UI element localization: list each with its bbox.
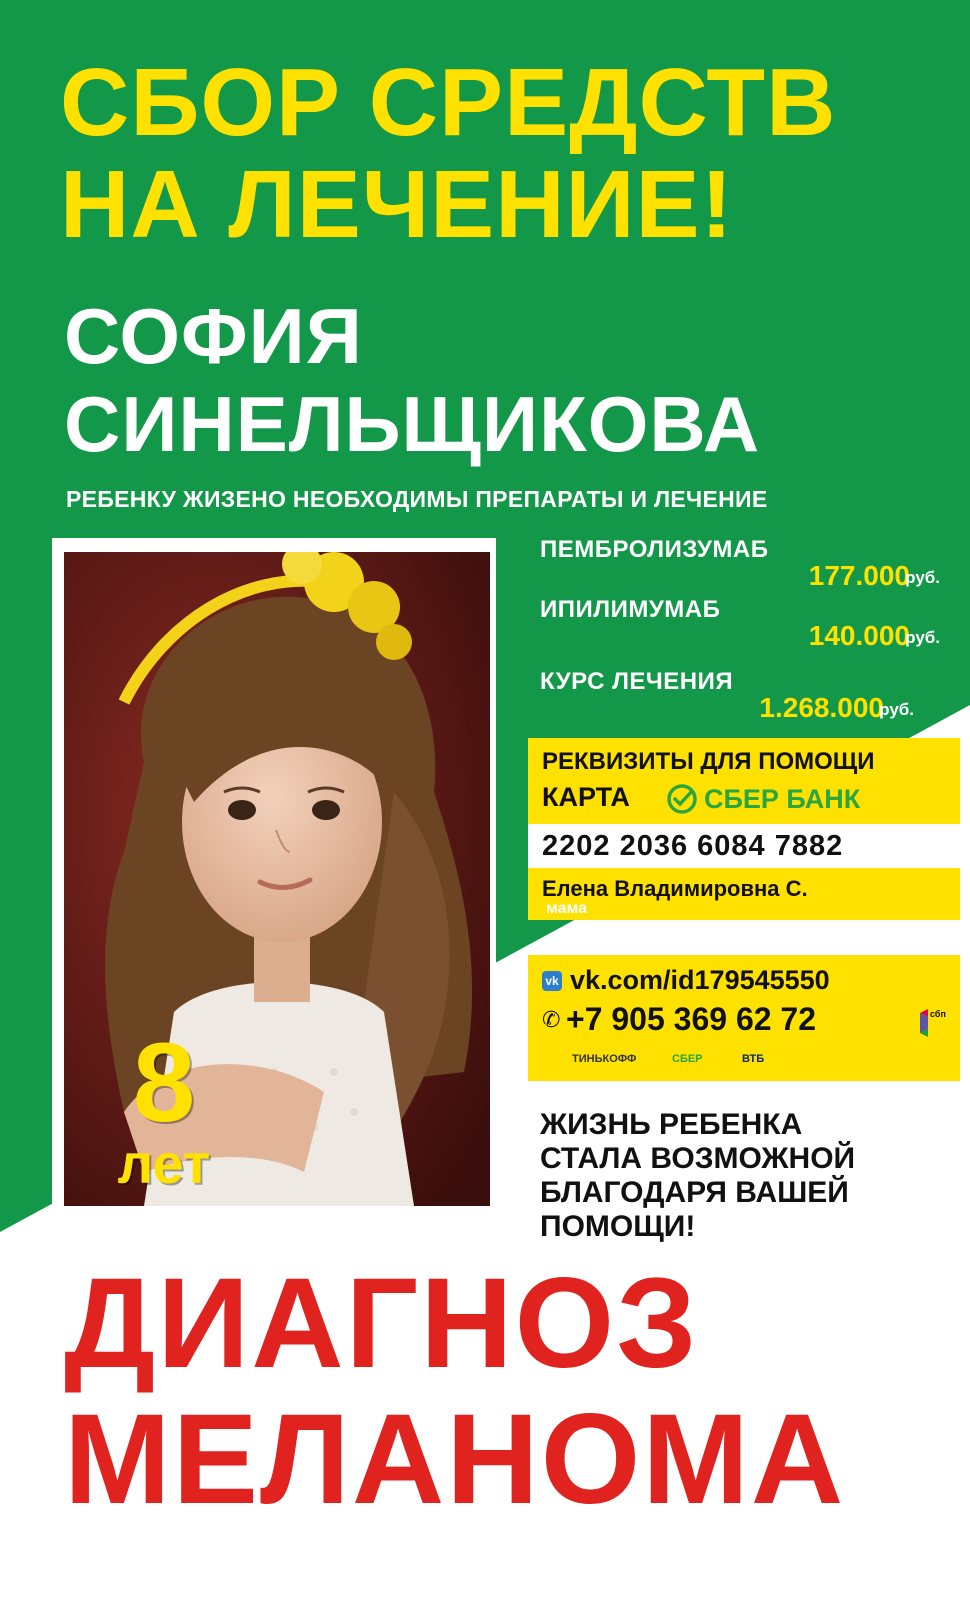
bank-logo-vtb: ВТБ [742,1053,765,1065]
contacts-box [528,955,960,1081]
diagnosis [64,1252,944,1531]
medication-name: КУРС ЛЕЧЕНИЯ [540,668,734,695]
bank-name: СБЕР БАНК [704,784,861,814]
medication-name: ИПИЛИМУМАБ [540,596,721,623]
medication-price: 177.000 [808,560,910,591]
card-holder: Елена Владимировна С. [542,876,808,901]
phone-icon: ✆ [542,1007,561,1032]
diagnosis-line-1: ДИАГНОЗ [64,1252,699,1395]
age-number: 8 [132,1020,196,1145]
medications-list [540,536,940,728]
requisites-box [528,738,960,920]
card-number[interactable]: 2202 2036 6084 7882 [542,830,844,862]
headline-line-1: СБОР СРЕДСТВ [60,49,837,156]
child-last-name: СИНЕЛЬЩИКОВА [64,380,761,468]
thank-you-message [540,1108,960,1244]
medication-currency: руб. [879,700,914,719]
vk-link[interactable]: vk.com/id179545550 [570,965,830,995]
subtitle: РЕБЕНКУ ЖИЗЕНО НЕОБХОДИМЫ ПРЕПАРАТЫ И ЛЕЧЕНИЕ [66,486,768,512]
message-line: СТАЛА ВОЗМОЖНОЙ [540,1142,856,1175]
card-label: КАРТА [542,782,630,812]
diagnosis-line-2: МЕЛАНОМА [64,1388,846,1531]
card-number-bar [528,824,960,868]
headline-line-2: НА ЛЕЧЕНИЕ! [60,151,734,258]
medication-currency: руб. [905,628,940,647]
sbp-label: сбп [930,1009,946,1019]
headline [60,49,940,258]
card-holder-role: мама [546,900,588,917]
message-line: ЖИЗНЬ РЕБЕНКА [540,1108,803,1141]
medication-item [540,596,940,656]
phone-number[interactable]: +7 905 369 62 72 [566,1001,817,1037]
medication-price: 140.000 [808,620,910,651]
bank-logo-sber: СБЕР [672,1053,703,1065]
age-label [84,1020,244,1195]
medication-name: ПЕМБРОЛИЗУМАБ [540,536,769,563]
vk-icon: vk [542,971,562,991]
bank-logo-tinkoff: ТИНЬКОФФ [572,1053,637,1065]
medication-price: 1.268.000 [759,692,884,723]
medication-item [540,668,940,728]
message-line: ПОМОЩИ! [540,1210,696,1243]
child-name [64,292,944,468]
child-first-name: СОФИЯ [64,292,363,380]
medication-currency: руб. [905,568,940,587]
age-word: лет [117,1132,211,1195]
sber-logo-icon [664,782,704,816]
medication-item [540,536,940,596]
requisites-title: РЕКВИЗИТЫ ДЛЯ ПОМОЩИ [542,748,875,775]
message-line: БЛАГОДАРЯ ВАШЕЙ [540,1176,849,1209]
